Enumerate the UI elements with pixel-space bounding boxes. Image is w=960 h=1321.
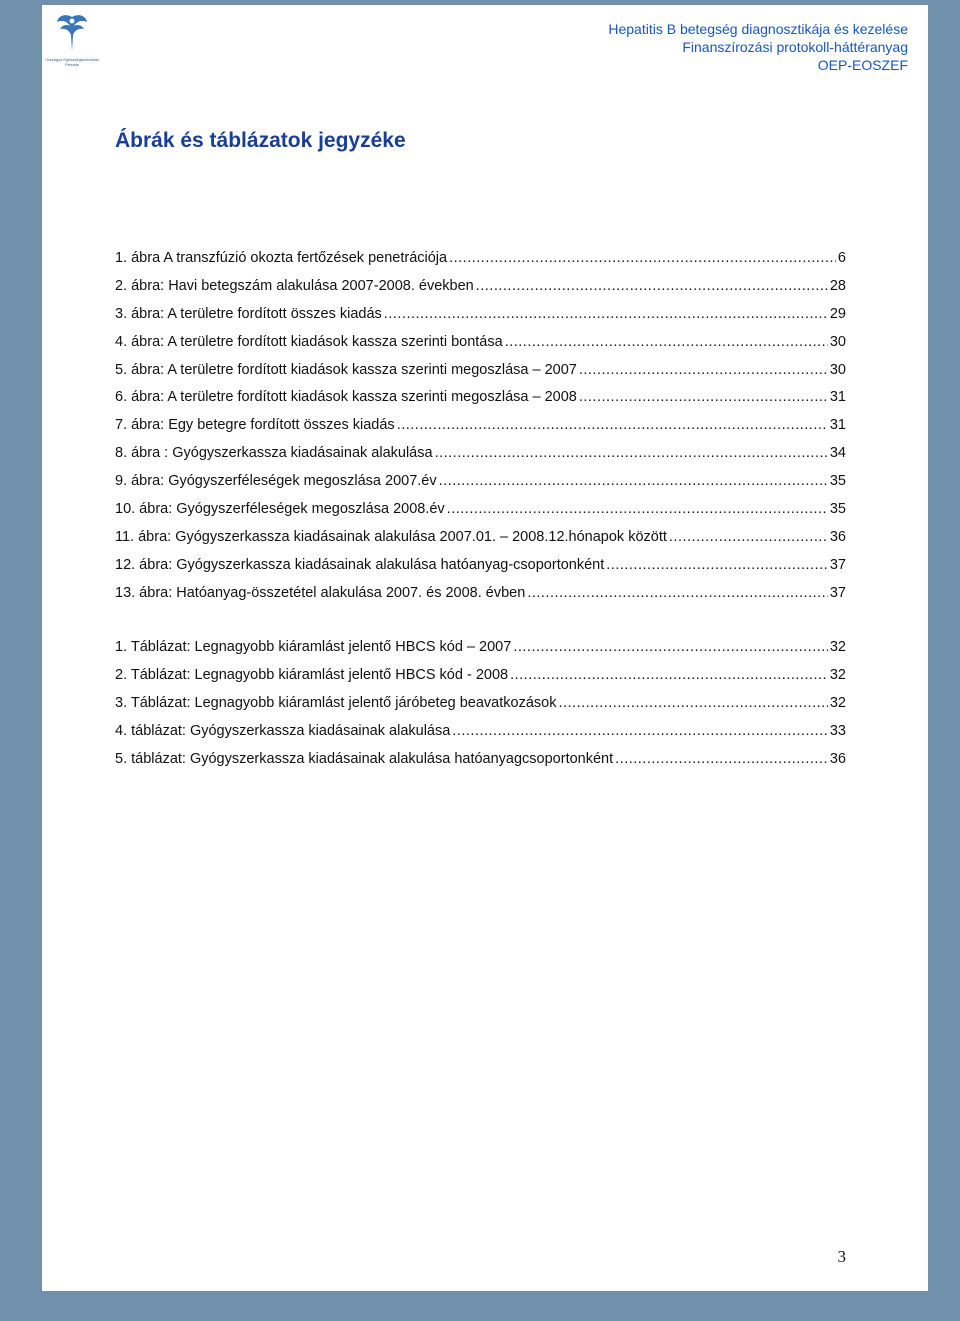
entry-page: 30 bbox=[829, 361, 846, 378]
figure-entry[interactable] bbox=[115, 471, 846, 499]
header-line-3: OEP-EOSZEF bbox=[817, 57, 908, 73]
entry-page: 32 bbox=[829, 639, 846, 655]
entry-text: 6. ábra: A területre fordított kiadások kassza szerinti megoszlása – 2008 bbox=[115, 389, 577, 406]
entry-text: 4. táblázat: Gyógyszerkassza kiadásainak alakulása bbox=[115, 722, 451, 739]
entry-text: 2. ábra: Havi betegszám alakulása 2007-2008. években bbox=[115, 277, 474, 294]
entry-text: 5. ábra: A területre fordított kiadások kassza szerinti megoszlása – 2007 bbox=[115, 361, 577, 378]
page-number: 3 bbox=[837, 1247, 846, 1266]
dot-leader bbox=[527, 583, 828, 603]
table-entry[interactable] bbox=[115, 721, 846, 749]
figure-entry[interactable] bbox=[115, 248, 846, 276]
dot-leader bbox=[615, 749, 828, 769]
entry-text: 11. ábra: Gyógyszerkassza kiadásainak alakulása 2007.01. – 2008.12.hónapok között bbox=[115, 528, 667, 545]
table-entry[interactable] bbox=[115, 665, 846, 693]
dot-leader bbox=[476, 276, 828, 296]
figure-entry[interactable] bbox=[115, 304, 846, 332]
figure-entry[interactable] bbox=[115, 276, 846, 304]
entry-text: 10. ábra: Gyógyszerféleségek megoszlása 2008.év bbox=[115, 501, 445, 518]
entry-text: 13. ábra: Hatóanyag-összetétel alakulása 2007. és 2008. évben bbox=[115, 584, 526, 601]
table-entry[interactable] bbox=[115, 693, 846, 721]
header-line-1: Hepatitis B betegség diagnosztikája és kezelése bbox=[608, 21, 908, 37]
entry-page: 36 bbox=[829, 528, 846, 545]
dot-leader bbox=[579, 360, 828, 380]
figure-entry[interactable] bbox=[115, 387, 846, 415]
entry-page: 35 bbox=[829, 473, 846, 490]
entry-text: 9. ábra: Gyógyszerféleségek megoszlása 2007.év bbox=[115, 473, 437, 490]
dot-leader bbox=[558, 693, 827, 713]
entry-page: 32 bbox=[829, 666, 846, 683]
entry-page: 33 bbox=[829, 722, 846, 739]
figure-entry[interactable] bbox=[115, 555, 846, 583]
entry-text: 3. ábra: A területre fordított összes kiadás bbox=[115, 305, 382, 322]
dot-leader bbox=[606, 555, 828, 575]
page-title: Ábrák és táblázatok jegyzéke bbox=[115, 129, 406, 152]
oep-logo bbox=[42, 13, 102, 71]
document-page bbox=[42, 5, 928, 1291]
figure-entry[interactable] bbox=[115, 527, 846, 555]
entry-page: 36 bbox=[829, 750, 846, 767]
entry-text: 1. Táblázat: Legnagyobb kiáramlást jelentő HBCS kód – 2007 bbox=[115, 639, 512, 655]
dot-leader bbox=[452, 721, 828, 741]
figure-entry[interactable] bbox=[115, 443, 846, 471]
entry-page: 28 bbox=[829, 277, 846, 294]
logo-text: Országos Egészségbiztosítási Pénztár bbox=[45, 57, 99, 67]
entry-page: 32 bbox=[829, 694, 846, 711]
figure-entry[interactable] bbox=[115, 360, 846, 388]
entry-page: 31 bbox=[829, 417, 846, 434]
entry-page: 29 bbox=[829, 305, 846, 322]
figure-list bbox=[115, 248, 846, 611]
entry-page: 6 bbox=[837, 250, 846, 266]
header-line-2: Finanszírozási protokoll-háttéranyag bbox=[682, 39, 908, 55]
entry-text: 7. ábra: Egy betegre fordított összes kiadás bbox=[115, 417, 395, 434]
dot-leader bbox=[449, 248, 836, 268]
entry-page: 37 bbox=[829, 556, 846, 573]
entry-page: 34 bbox=[829, 445, 846, 462]
entry-page: 30 bbox=[829, 333, 846, 350]
table-entry[interactable] bbox=[115, 749, 846, 777]
dot-leader bbox=[510, 665, 828, 685]
table-list bbox=[115, 637, 846, 776]
dot-leader bbox=[384, 304, 828, 324]
entry-page: 35 bbox=[829, 501, 846, 518]
dot-leader bbox=[505, 332, 828, 352]
dot-leader bbox=[439, 471, 828, 491]
dot-leader bbox=[435, 443, 828, 463]
entry-text: 5. táblázat: Gyógyszerkassza kiadásainak alakulása hatóanyagcsoportonként bbox=[115, 750, 614, 767]
dot-leader bbox=[397, 415, 828, 435]
entry-text: 2. Táblázat: Legnagyobb kiáramlást jelentő HBCS kód - 2008 bbox=[115, 666, 509, 683]
entry-text: 1. ábra A transzfúzió okozta fertőzések penetrációja bbox=[115, 250, 448, 266]
entry-page: 37 bbox=[829, 584, 846, 601]
dot-leader bbox=[669, 527, 828, 547]
oep-logo-icon bbox=[55, 13, 89, 53]
figure-entry[interactable] bbox=[115, 499, 846, 527]
entry-text: 12. ábra: Gyógyszerkassza kiadásainak alakulása hatóanyag-csoportonként bbox=[115, 556, 605, 573]
figure-entry[interactable] bbox=[115, 332, 846, 360]
dot-leader bbox=[579, 387, 828, 407]
entry-page: 31 bbox=[829, 389, 846, 406]
dot-leader bbox=[513, 637, 828, 657]
document-header bbox=[608, 20, 908, 74]
figure-entry[interactable] bbox=[115, 415, 846, 443]
figure-entry[interactable] bbox=[115, 583, 846, 611]
table-entry[interactable] bbox=[115, 637, 846, 665]
entry-text: 4. ábra: A területre fordított kiadások kassza szerinti bontása bbox=[115, 333, 503, 350]
entry-text: 8. ábra : Gyógyszerkassza kiadásainak alakulása bbox=[115, 445, 433, 462]
entry-text: 3. Táblázat: Legnagyobb kiáramlást jelentő járóbeteg beavatkozások bbox=[115, 694, 557, 711]
dot-leader bbox=[447, 499, 828, 519]
